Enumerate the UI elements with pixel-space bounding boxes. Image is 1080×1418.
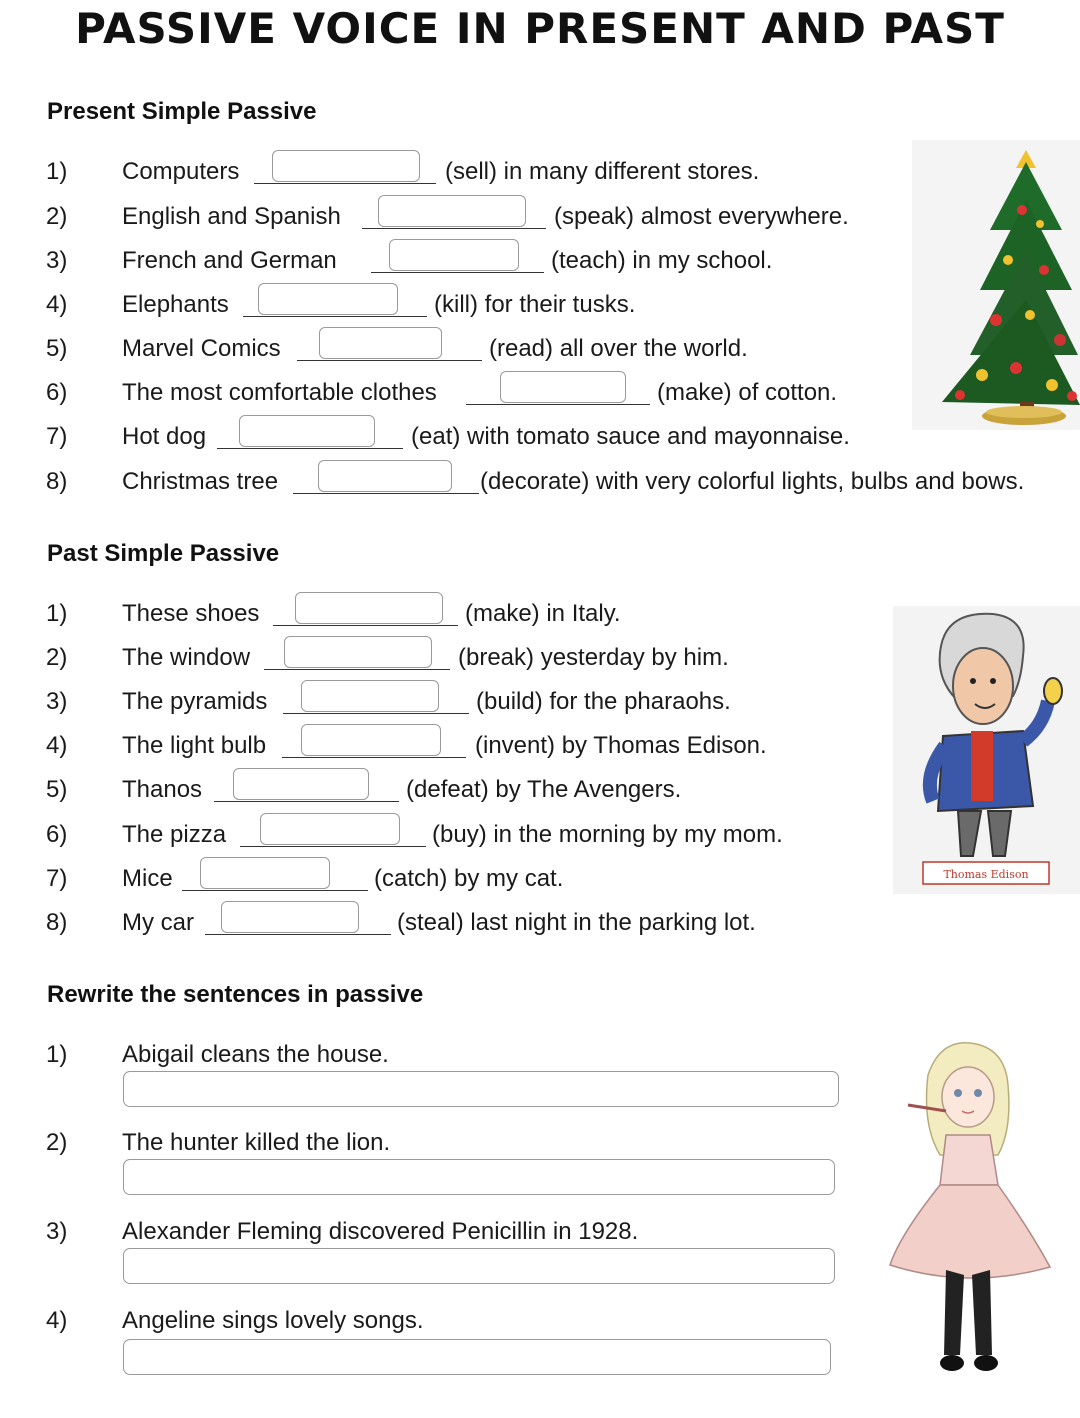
item-number: 4)	[46, 291, 68, 318]
item-subject: Elephants	[122, 291, 229, 318]
item-subject: These shoes	[122, 600, 260, 627]
item-subject: Marvel Comics	[122, 335, 281, 362]
answer-blank[interactable]	[217, 415, 403, 455]
item-subject: Mice	[122, 865, 173, 892]
exercise-row	[0, 468, 1080, 502]
page-title: PASSIVE VOICE IN PRESENT AND PAST	[75, 4, 1005, 53]
item-number: 2)	[46, 203, 68, 230]
item-verb-hint: (break) yesterday by him.	[458, 644, 729, 671]
answer-blank[interactable]	[362, 195, 546, 235]
item-verb-hint: (speak) almost everywhere.	[554, 203, 849, 230]
rewrite-sentence: The hunter killed the lion.	[122, 1129, 391, 1156]
answer-blank[interactable]	[371, 239, 544, 279]
rewrite-sentence: Angeline sings lovely songs.	[122, 1307, 424, 1334]
item-subject: Hot dog	[122, 423, 207, 450]
answer-blank[interactable]	[182, 857, 368, 897]
item-subject: The pizza	[122, 821, 227, 848]
answer-blank[interactable]	[297, 327, 482, 367]
item-number: 5)	[46, 776, 68, 803]
christmas-tree-icon	[912, 140, 1080, 430]
item-number: 7)	[46, 423, 68, 450]
answer-blank[interactable]	[214, 768, 399, 808]
item-number: 1)	[46, 1041, 68, 1068]
item-subject: Thanos	[122, 776, 203, 803]
item-verb-hint: (catch) by my cat.	[374, 865, 564, 892]
item-subject: French and German	[122, 247, 337, 274]
item-verb-hint: (defeat) by The Avengers.	[406, 776, 682, 803]
item-verb-hint: (make) in Italy.	[465, 600, 621, 627]
answer-blank[interactable]	[264, 636, 450, 676]
item-number: 4)	[46, 1307, 68, 1334]
rewrite-sentence: Abigail cleans the house.	[122, 1041, 389, 1068]
item-number: 6)	[46, 379, 68, 406]
answer-blank[interactable]	[466, 371, 650, 411]
answer-field[interactable]	[123, 1071, 839, 1107]
item-number: 3)	[46, 247, 68, 274]
item-number: 6)	[46, 821, 68, 848]
item-subject: Computers	[122, 158, 240, 185]
item-verb-hint: (decorate) with very colorful lights, bulbs and bows.	[480, 468, 1025, 495]
section-heading-past: Past Simple Passive	[47, 540, 280, 567]
item-verb-hint: (read) all over the world.	[489, 335, 748, 362]
item-number: 3)	[46, 1218, 68, 1245]
item-number: 7)	[46, 865, 68, 892]
item-number: 4)	[46, 732, 68, 759]
answer-field[interactable]	[123, 1159, 835, 1195]
item-subject: Christmas tree	[122, 468, 279, 495]
answer-blank[interactable]	[273, 592, 458, 632]
girl-cartoon	[880, 1035, 1080, 1385]
item-subject: The light bulb	[122, 732, 267, 759]
item-subject: The most comfortable clothes	[122, 379, 437, 406]
answer-blank[interactable]	[283, 680, 469, 720]
item-number: 2)	[46, 1129, 68, 1156]
answer-field[interactable]	[123, 1248, 835, 1284]
section-heading-rewrite: Rewrite the sentences in passive	[47, 981, 424, 1008]
item-number: 8)	[46, 909, 68, 936]
item-verb-hint: (buy) in the morning by my mom.	[432, 821, 783, 848]
item-subject: The window	[122, 644, 251, 671]
item-subject: My car	[122, 909, 194, 936]
item-verb-hint: (build) for the pharaohs.	[476, 688, 731, 715]
item-subject: The pyramids	[122, 688, 268, 715]
answer-blank[interactable]	[254, 150, 436, 190]
answer-blank[interactable]	[243, 283, 427, 323]
item-verb-hint: (kill) for their tusks.	[434, 291, 636, 318]
item-verb-hint: (eat) with tomato sauce and mayonnaise.	[411, 423, 850, 450]
item-verb-hint: (invent) by Thomas Edison.	[475, 732, 767, 759]
item-number: 3)	[46, 688, 68, 715]
item-verb-hint: (sell) in many different stores.	[445, 158, 760, 185]
item-verb-hint: (steal) last night in the parking lot.	[397, 909, 756, 936]
item-number: 8)	[46, 468, 68, 495]
item-number: 1)	[46, 158, 68, 185]
exercise-row	[0, 909, 1080, 943]
edison-caption: Thomas Edison	[943, 868, 1029, 881]
item-number: 5)	[46, 335, 68, 362]
item-verb-hint: (make) of cotton.	[657, 379, 838, 406]
thomas-edison-cartoon	[893, 606, 1080, 894]
answer-blank[interactable]	[240, 813, 426, 853]
item-subject: English and Spanish	[122, 203, 341, 230]
answer-blank[interactable]	[205, 901, 391, 941]
item-number: 1)	[46, 600, 68, 627]
item-verb-hint: (teach) in my school.	[551, 247, 773, 274]
section-heading-present: Present Simple Passive	[47, 98, 317, 125]
answer-blank[interactable]	[282, 724, 466, 764]
answer-blank[interactable]	[293, 460, 479, 500]
item-number: 2)	[46, 644, 68, 671]
answer-field[interactable]	[123, 1339, 831, 1375]
rewrite-sentence: Alexander Fleming discovered Penicillin in 1928.	[122, 1218, 639, 1245]
